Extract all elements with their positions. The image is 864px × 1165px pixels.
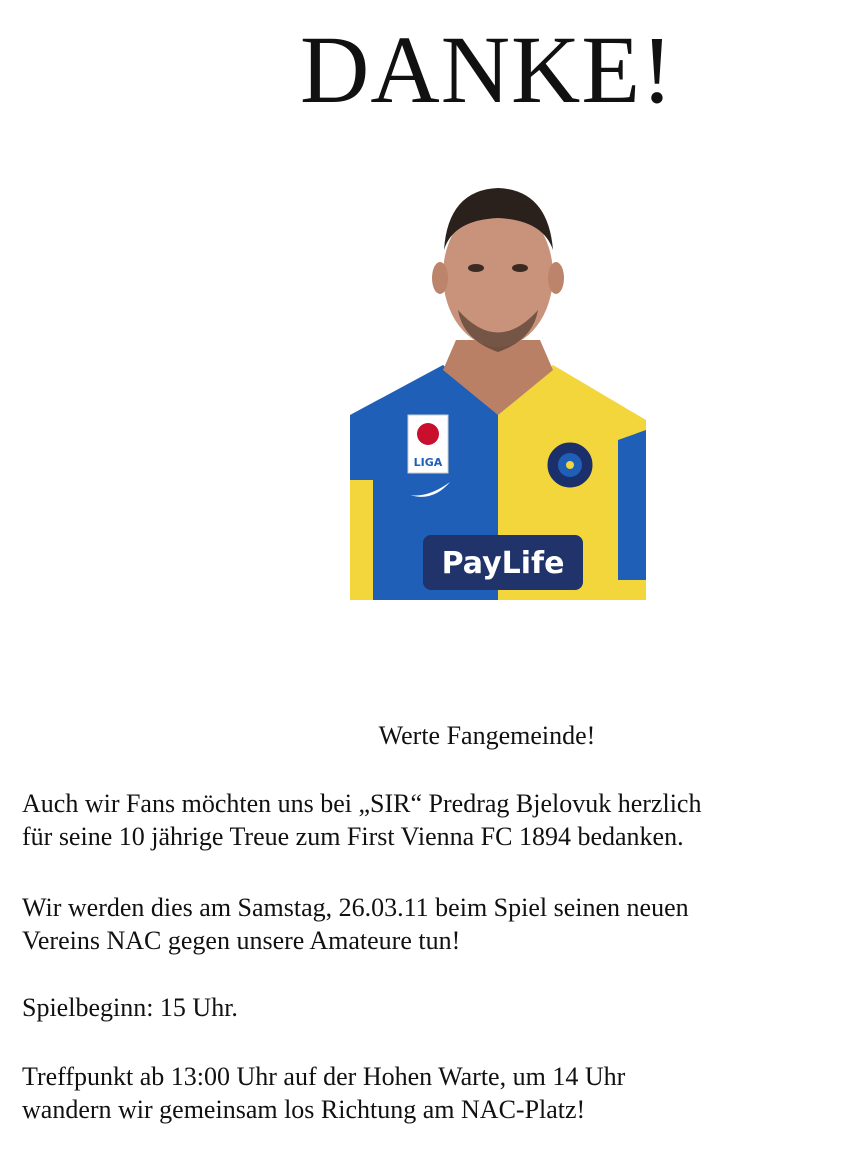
paragraph-event: [22, 891, 842, 957]
paragraph-kickoff: [22, 991, 842, 1024]
paragraph-line: Auch wir Fans möchten uns bei „SIR“ Predrag Bjelovuk herzlich: [22, 789, 702, 818]
greeting: Werte Fangemeinde!: [378, 721, 596, 750]
sponsor-label: PayLife: [441, 546, 565, 581]
paragraph-meeting-point: [22, 1060, 842, 1126]
paragraph-line: Treffpunkt ab 13:00 Uhr auf der Hohen Warte, um 14 Uhr: [22, 1062, 626, 1091]
paragraph-line: wandern wir gemeinsam los Richtung am NAC-Platz!: [22, 1095, 586, 1124]
paragraph-line: für seine 10 jährige Treue zum First Vienna FC 1894 bedanken.: [22, 822, 684, 851]
player-photo: [348, 180, 648, 600]
paragraph-line: Wir werden dies am Samstag, 26.03.11 beim Spiel seinen neuen: [22, 893, 689, 922]
paragraph-line: Spielbeginn: 15 Uhr.: [22, 993, 238, 1022]
paragraph-line: Vereins NAC gegen unsere Amateure tun!: [22, 926, 461, 955]
league-badge-label: LIGA: [413, 456, 443, 469]
paragraph-thanks: [22, 787, 842, 853]
page-title: DANKE!: [300, 16, 674, 123]
